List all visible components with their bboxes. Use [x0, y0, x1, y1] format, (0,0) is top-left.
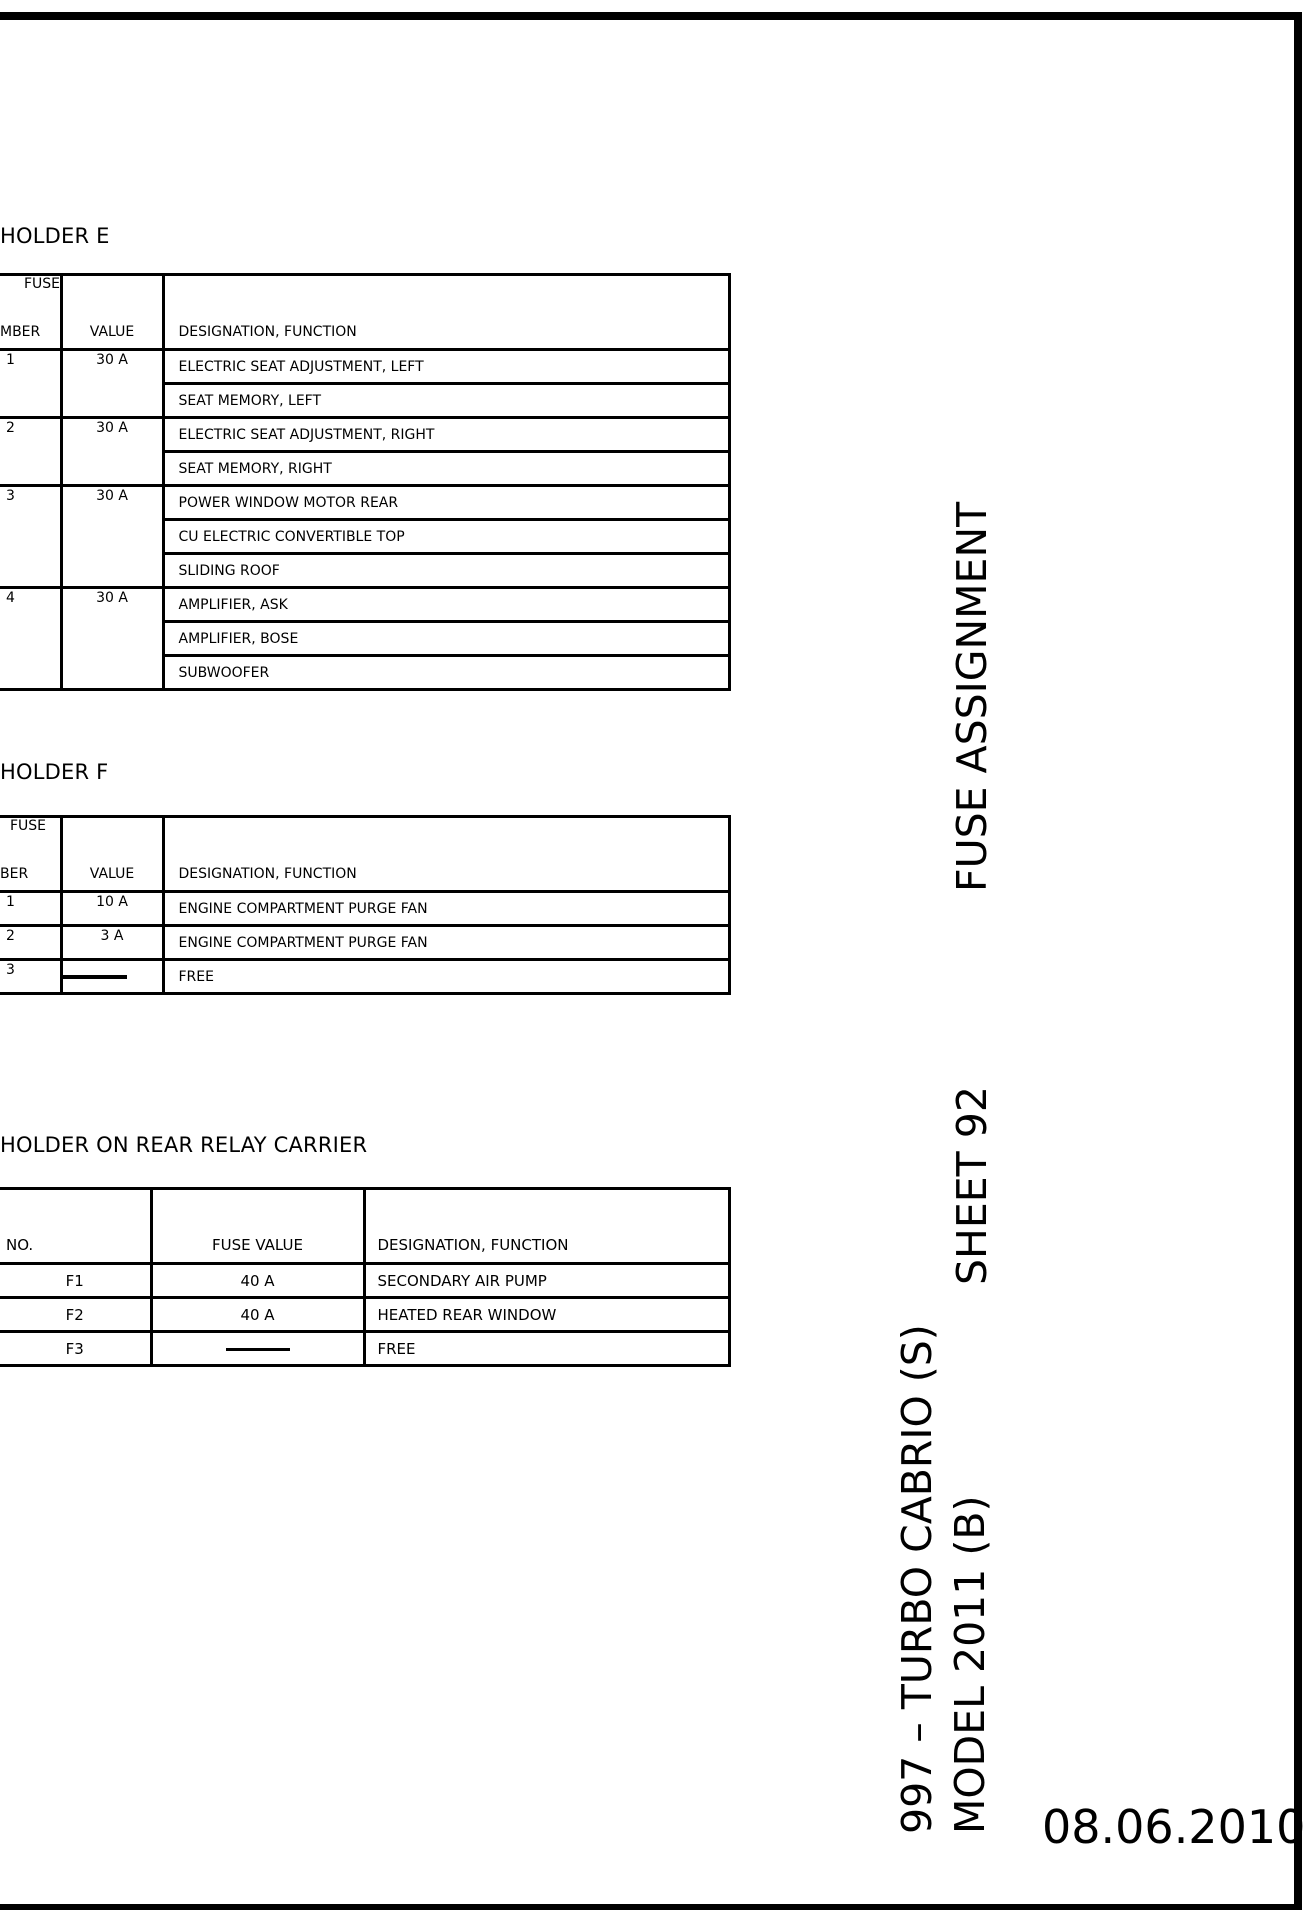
holder-f-header-number: BER	[0, 817, 61, 892]
holder-rear-header-designation: DESIGNATION, FUNCTION	[364, 1189, 729, 1264]
fuse-value: 30 A	[61, 350, 163, 418]
fuse-designation: SUBWOOFER	[163, 656, 729, 690]
holder-rear-table	[0, 1187, 731, 1367]
fuse-designation: SLIDING ROOF	[163, 554, 729, 588]
fuse-number: F1	[0, 1264, 151, 1298]
table-row	[0, 960, 729, 994]
fuse-number: F3	[0, 1332, 151, 1366]
fuse-designation: FREE	[163, 960, 729, 994]
holder-rear-title: HOLDER ON REAR RELAY CARRIER	[0, 1133, 368, 1157]
holder-f-title: HOLDER F	[0, 760, 109, 784]
empty-value-dash	[226, 1348, 290, 1351]
table-row	[0, 418, 729, 452]
holder-e-header-value: VALUE	[61, 275, 163, 350]
fuse-number: 2	[0, 418, 61, 486]
fuse-value: 40 A	[151, 1298, 364, 1332]
holder-e-fuse-caption: FUSE	[24, 276, 61, 292]
fuse-designation: SECONDARY AIR PUMP	[364, 1264, 729, 1298]
table-row	[0, 350, 729, 384]
fuse-designation: ELECTRIC SEAT ADJUSTMENT, LEFT	[163, 350, 729, 384]
holder-e-title: HOLDER E	[0, 224, 110, 248]
table-row	[0, 486, 729, 520]
fuse-designation: ENGINE COMPARTMENT PURGE FAN	[163, 926, 729, 960]
fuse-value: 3 A	[61, 926, 163, 960]
fuse-value-empty	[61, 960, 163, 994]
frame-right-border	[1294, 12, 1302, 1908]
fuse-number: 4	[0, 588, 61, 690]
fuse-designation: SEAT MEMORY, LEFT	[163, 384, 729, 418]
fuse-value: 10 A	[61, 892, 163, 926]
holder-f-header-row	[0, 817, 729, 892]
fuse-value: 30 A	[61, 486, 163, 588]
fuse-designation: ENGINE COMPARTMENT PURGE FAN	[163, 892, 729, 926]
fuse-number: 2	[0, 926, 61, 960]
holder-rear-header-row	[0, 1189, 729, 1264]
holder-f-fuse-caption: FUSE	[10, 818, 47, 834]
table-row	[0, 1264, 729, 1298]
fuse-designation: POWER WINDOW MOTOR REAR	[163, 486, 729, 520]
table-row	[0, 588, 729, 622]
holder-e-header-number: MBER	[0, 275, 61, 350]
holder-rear-header-value: FUSE VALUE	[151, 1189, 364, 1264]
holder-e-header-designation: DESIGNATION, FUNCTION	[163, 275, 729, 350]
fuse-value: 30 A	[61, 588, 163, 690]
holder-f-table	[0, 815, 731, 995]
fuse-designation: AMPLIFIER, BOSE	[163, 622, 729, 656]
frame-top-border	[0, 12, 1302, 20]
fuse-number: F2	[0, 1298, 151, 1332]
holder-f-header-value: VALUE	[61, 817, 163, 892]
table-row	[0, 926, 729, 960]
model-line-1: 997 – TURBO CABRIO (S)	[893, 1324, 941, 1834]
table-row	[0, 1298, 729, 1332]
fuse-designation: ELECTRIC SEAT ADJUSTMENT, RIGHT	[163, 418, 729, 452]
model-line-2: MODEL 2011 (B)	[946, 1495, 994, 1834]
fuse-designation: SEAT MEMORY, RIGHT	[163, 452, 729, 486]
sheet-number: SHEET 92	[948, 1086, 996, 1285]
fuse-value-empty	[151, 1332, 364, 1366]
holder-e-header-row	[0, 275, 729, 350]
table-row	[0, 1332, 729, 1366]
fuse-number: 1	[0, 892, 61, 926]
holder-f-header-designation: DESIGNATION, FUNCTION	[163, 817, 729, 892]
sheet-title: FUSE ASSIGNMENT	[948, 501, 996, 892]
fuse-designation: HEATED REAR WINDOW	[364, 1298, 729, 1332]
fuse-number: 1	[0, 350, 61, 418]
fuse-designation: FREE	[364, 1332, 729, 1366]
frame-bottom-border	[0, 1904, 1302, 1910]
table-row	[0, 892, 729, 926]
fuse-number: 3	[0, 486, 61, 588]
date-label: 08.06.2010	[1042, 1800, 1306, 1854]
empty-value-dash	[63, 975, 127, 979]
fuse-number: 3	[0, 960, 61, 994]
fuse-designation: AMPLIFIER, ASK	[163, 588, 729, 622]
fuse-value: 40 A	[151, 1264, 364, 1298]
fuse-value: 30 A	[61, 418, 163, 486]
fuse-designation: CU ELECTRIC CONVERTIBLE TOP	[163, 520, 729, 554]
holder-e-table	[0, 273, 731, 691]
holder-rear-header-number: NO.	[0, 1189, 151, 1264]
